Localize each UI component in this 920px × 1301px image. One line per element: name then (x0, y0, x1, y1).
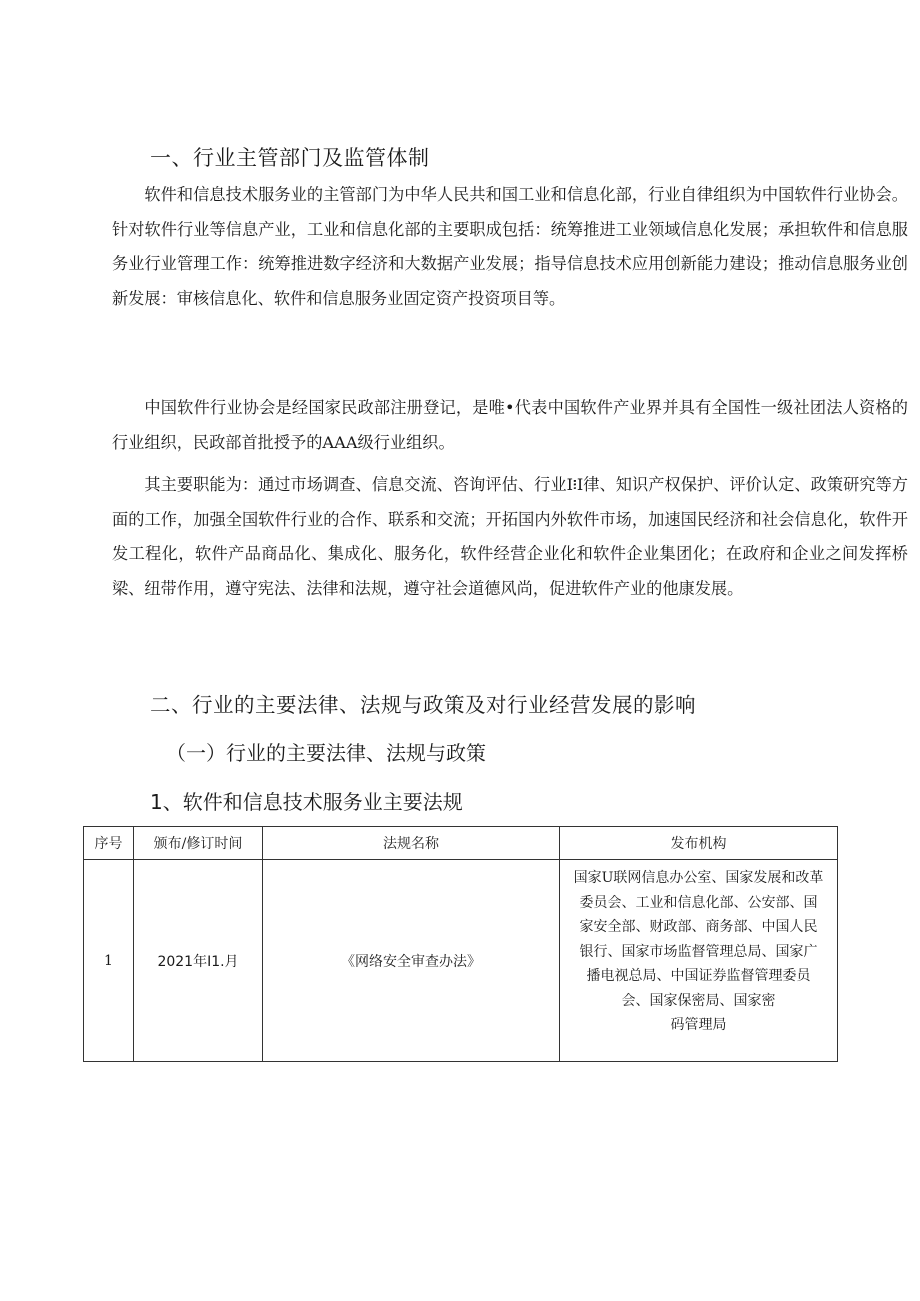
section1-paragraph-1: 软件和信息技术服务业的主管部门为中华人民共和国工业和信息化部，行业自律组织为中国软件行业协会。针对软件行业等信息产业，工业和信息化部的主要职成包括：统筹推进工业领域信息化发展；承担软件和信息服务业行业管理工作：统筹推进数字经济和大数据产业发展；指导信息技术应用创新能力建设；推动信息服务业创新发展：审核信息化、软件和信息服务业固定资产投资项目等。 (112, 185, 908, 308)
table-header-row (84, 827, 838, 860)
cell-date: 2021年I1.月 (134, 860, 263, 1062)
org-line: 会、国家保密局、国家密 (621, 992, 776, 1009)
header-org: 发布机构 (560, 827, 838, 860)
section1-heading: 一、行业主管部门及监管体制 (150, 146, 430, 170)
org-line: 委员会、工业和信息化部、公安部、国 (579, 894, 818, 911)
org-line: 播电视总局、中国证券监督管理委员 (586, 968, 811, 984)
section1-paragraph-2: 中国软件行业协会是经国家民政部注册登记，是唯•代表中国软件产业界并具有全国性一级社团法人资格的行业组织，民政部首批授予的AAA级行业组织。 (112, 398, 908, 452)
header-name: 法规名称 (263, 827, 560, 860)
org-line: 银行、国家市场监督管理总局、国家广 (579, 943, 818, 960)
cell-org (560, 860, 838, 1062)
header-no: 序号 (84, 827, 134, 860)
section2-subheading: （一）行业的主要法律、法规与政策 (166, 741, 486, 765)
regulations-table (83, 826, 838, 1062)
section2-subsubheading: 1、软件和信息技术服务业主要法规 (150, 790, 463, 814)
section2-heading: 二、行业的主要法律、法规与政策及对行业经营发展的影响 (150, 693, 696, 717)
org-line: 码管理局 (670, 1017, 727, 1033)
header-date: 颁布/修订时间 (134, 827, 263, 860)
cell-name: 《网络安全审查办法》 (263, 860, 560, 1062)
table-row (84, 860, 838, 1062)
org-line: 家安全部、财政部、商务部、中国人民 (579, 919, 818, 935)
cell-no: 1 (84, 860, 134, 1062)
section1-paragraph-3: 其主要职能为：通过市场调查、信息交流、咨询评估、行业I፧I律、知识产权保护、评价认定、政策研究等方面的工作，加强全国软件行业的合作、联系和交流；开拓国内外软件市场，加速国民经济和社会信息化，软件开发工程化，软件产品商品化、集成化、服务化，软件经营企业化和软件企业集团化；在政府和企业之间发挥桥梁、纽带作用，遵守宪法、法律和法规，遵守社会道德风尚，促进软件产业的他康发展。 (112, 475, 908, 598)
org-line: 国家U联网信息办公室、国家发展和改革 (573, 870, 824, 886)
